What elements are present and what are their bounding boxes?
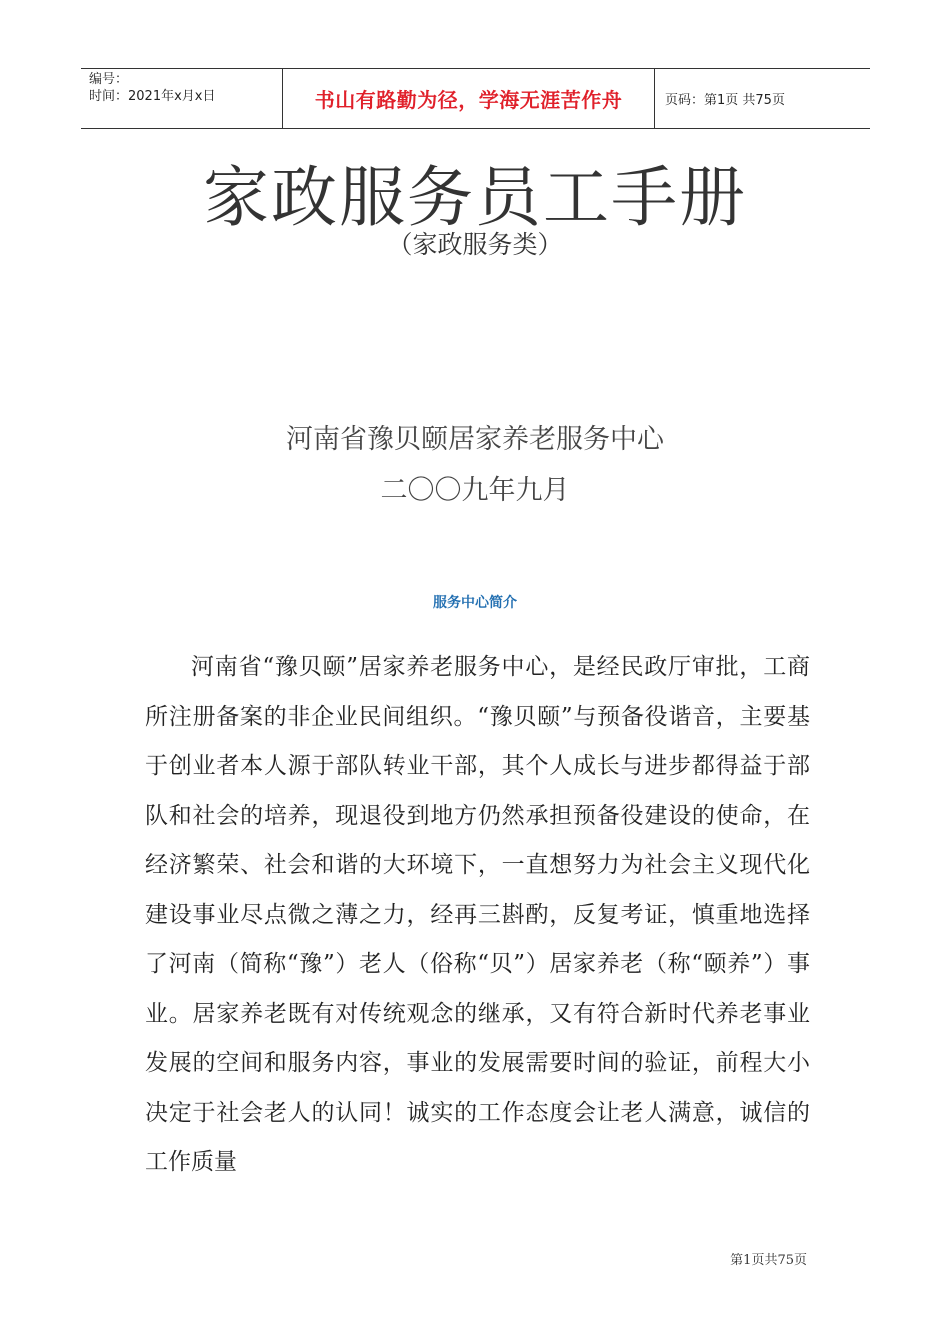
document-title: 家政服务员工手册 xyxy=(203,159,747,236)
document-subtitle: （家政服务类） xyxy=(387,230,563,259)
header-motto xyxy=(282,69,655,128)
number-label: 编号： xyxy=(89,72,129,87)
header-table xyxy=(81,68,870,129)
time-label: 时间：2021年x月x日 xyxy=(89,89,216,104)
intro-paragraph: 河南省“豫贝颐”居家养老服务中心，是经民政厅审批，工商所注册备案的非企业民间组织。“豫贝颐”与预备役谐音，主要基于创业者本人源于部队转业干部，其个人成长与进步都得益于部队和社会的培养，现退役到地方仍然承担预备役建设的使命，在经济繁荣、社会和谐的大环境下，一直想努力为社会主义现代化建设事业尽点微之薄之力，经再三斟酌，反复考证，慎重地选择了河南（简称“豫”）老人（俗称“贝”）居家养老（称“颐养”）事业。居家养老既有对传统观念的继承，又有符合新时代养老事业发展的空间和服务内容，事业的发展需要时间的验证，前程大小决定于社会老人的认同！诚实的工作态度会让老人满意，诚信的工作质量 xyxy=(145,654,810,1175)
organization-name: 河南省豫贝颐居家养老服务中心 xyxy=(286,424,664,455)
header-meta xyxy=(81,69,282,128)
header-page-info xyxy=(655,69,870,128)
page-info-text: 页码：第1页 共75页 xyxy=(665,93,785,108)
page-footer: 第1页共75页 xyxy=(730,1253,807,1268)
document-date: 二〇〇九年九月 xyxy=(380,475,570,506)
motto-text: 书山有路勤为径，学海无涯苦作舟 xyxy=(314,88,623,112)
section-title: 服务中心简介 xyxy=(433,595,517,611)
